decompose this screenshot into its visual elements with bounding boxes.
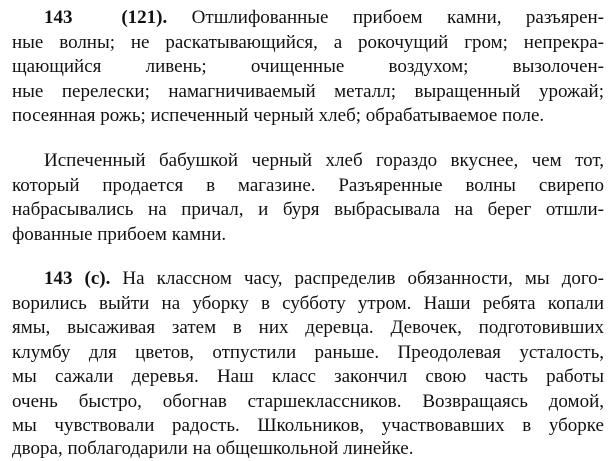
exercise-number: 143 (с). — [44, 268, 111, 289]
text-line: ворились выйти на уборку в субботу утром. Наши ребята копали — [12, 293, 604, 314]
text-line: очень быстро, обогнав старшеклассников. Возвращаясь домой, — [12, 391, 604, 412]
text-line: ные перелески; намагничиваемый металл; выращенный урожай; — [12, 81, 604, 102]
text-line: мы сажали деревья. Наш класс закончил свою часть работы — [12, 366, 604, 387]
text-line: ные волны; не раскатывающийся, а рокочущий гром; непрекра- — [12, 32, 604, 53]
text-line: посеянная рожь; испеченный черный хлеб; обрабатываемое поле. — [12, 105, 545, 126]
text-line — [44, 267, 604, 291]
text-line: ямы, высаживая затем в них деревца. Девочек, подготовивших — [12, 317, 604, 338]
text-line: фованные прибоем камни. — [12, 224, 227, 245]
text-line: щающийся ливень; очищенные воздухом; вызолочен- — [12, 56, 604, 77]
text-line: Испеченный бабушкой черный хлеб гораздо вкуснее, чем тот, — [44, 150, 604, 171]
text-line-content: На классном часу, распределив обязанности, мы дого- — [122, 268, 604, 289]
exercise-old-number: (121). — [121, 7, 168, 28]
text-line-content: Отшлифованные прибоем камни, разъярен- — [191, 7, 604, 28]
text-line: клумбу для цветов, отпустили раньше. Преодолевая усталость, — [12, 342, 604, 363]
exercise-number: 143 — [44, 7, 73, 28]
text-line: набрасывались на причал, и буря выбрасывала на берег отшли- — [12, 199, 604, 220]
text-line — [44, 6, 604, 30]
text-line: который продается в магазине. Разъяренные волны свирепо — [12, 175, 604, 196]
text-line: двора, поблагодарили на общешкольной линейке. — [12, 438, 414, 459]
text-line: мы чувствовали радость. Школьников, участвовавших в уборке — [12, 415, 604, 436]
